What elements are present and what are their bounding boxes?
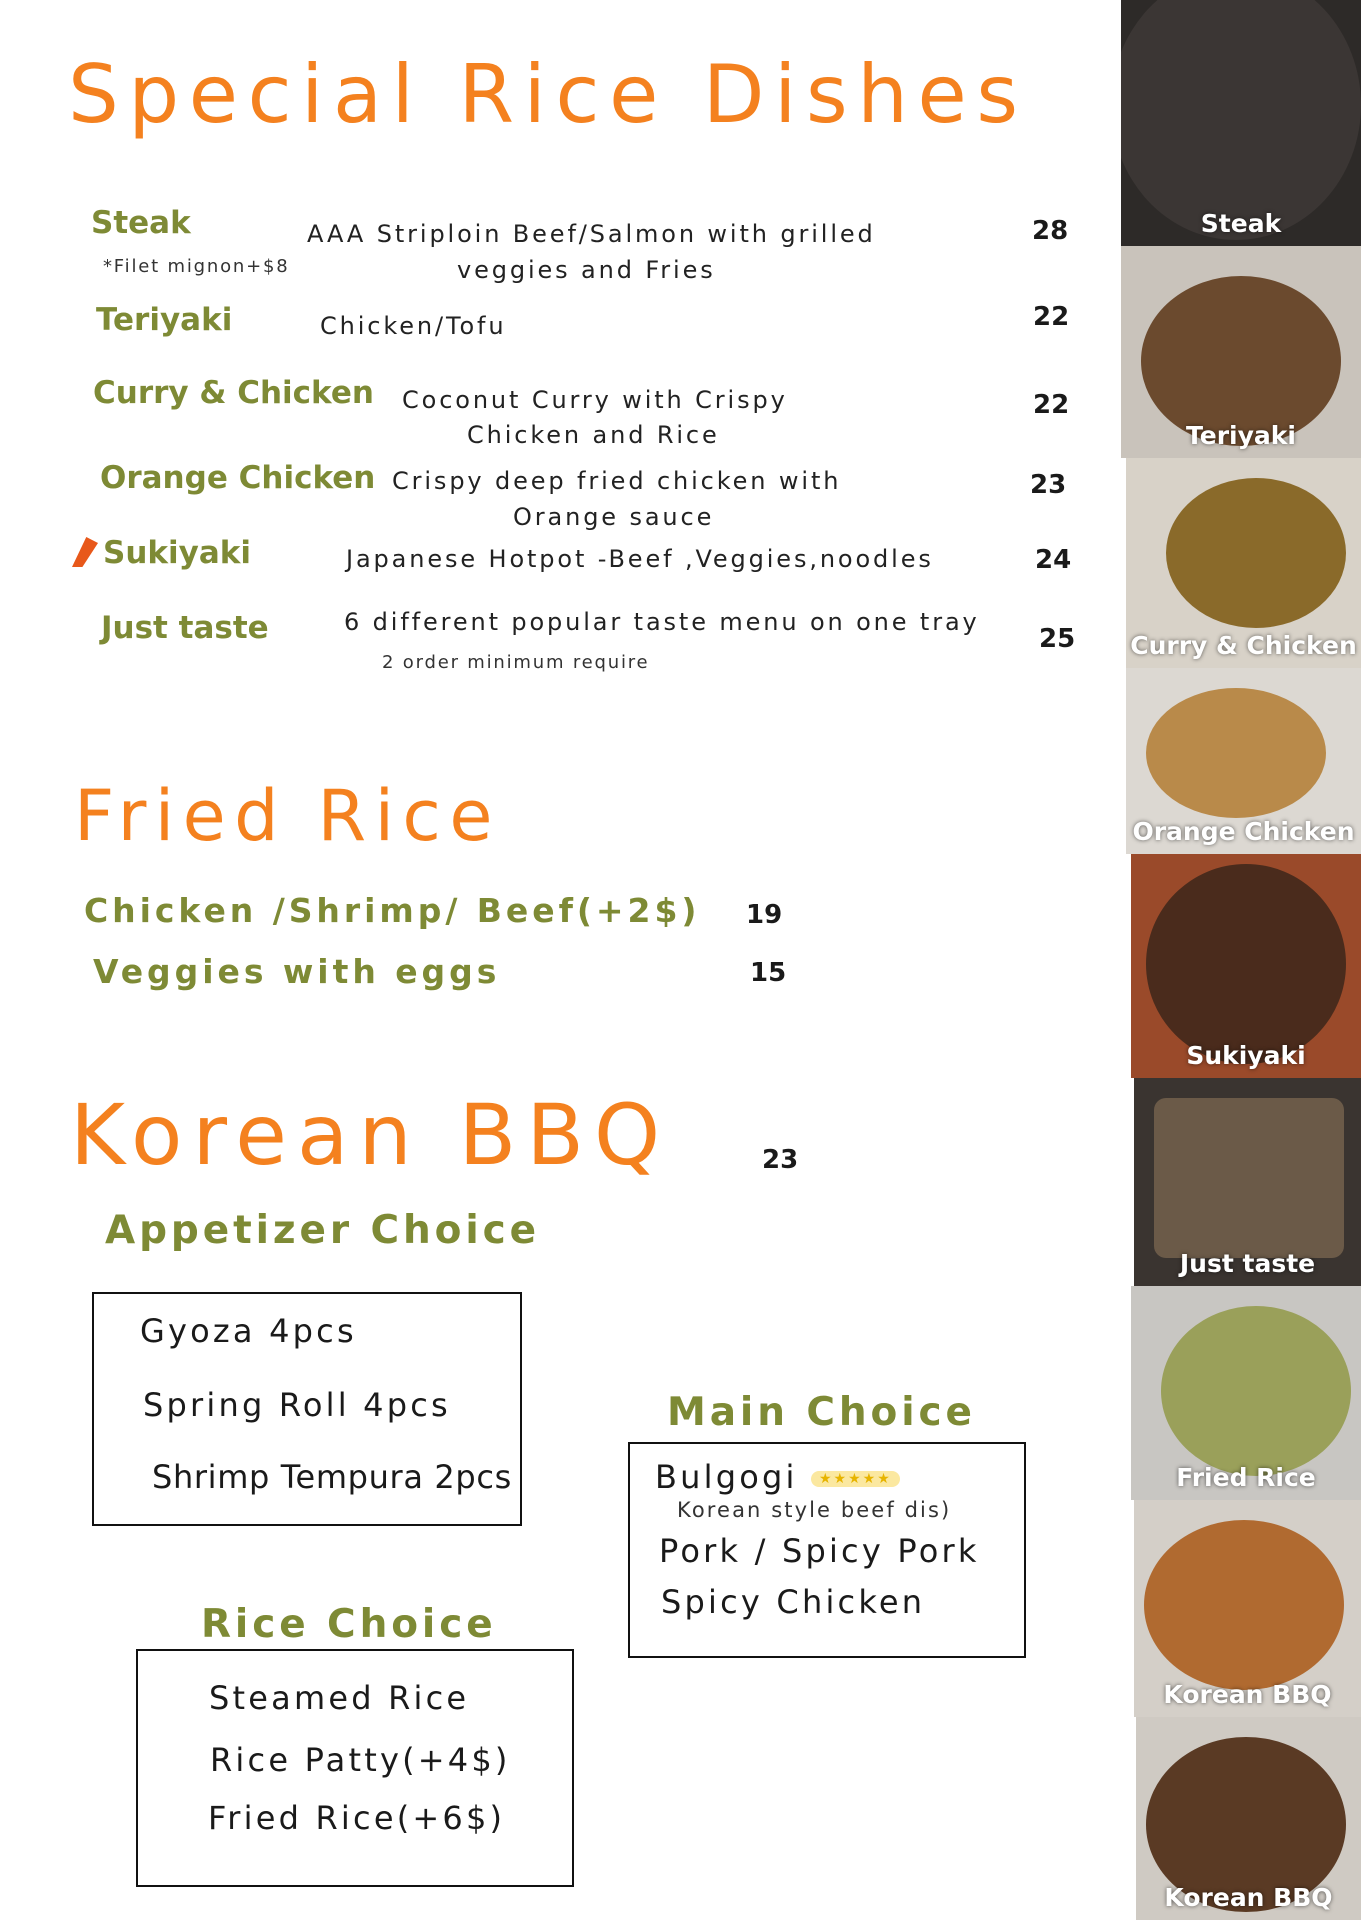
fried-rice-item-meat: Chicken /Shrimp/ Beef(+2$) bbox=[84, 891, 701, 930]
fried-rice-item-veggies: Veggies with eggs bbox=[93, 952, 501, 991]
rice-item: Fried Rice(+6$) bbox=[208, 1799, 506, 1837]
dish-desc-steak-1: AAA Striploin Beef/Salmon with grilled bbox=[307, 220, 876, 248]
dish-photo bbox=[1161, 1306, 1351, 1476]
dish-price-steak: 28 bbox=[1032, 216, 1069, 246]
appetizer-choice-title: Appetizer Choice bbox=[105, 1208, 540, 1253]
main-choice-box bbox=[628, 1442, 1026, 1658]
photo-fried-rice bbox=[1131, 1286, 1361, 1500]
photo-caption: Teriyaki bbox=[1186, 421, 1296, 450]
star-rating-icon: ★★★★★ bbox=[811, 1471, 900, 1487]
main-item: Pork / Spicy Pork bbox=[659, 1532, 980, 1570]
photo-caption: Fried Rice bbox=[1176, 1463, 1316, 1492]
photo-steak bbox=[1121, 0, 1361, 246]
fried-rice-price-veggies: 15 bbox=[750, 958, 787, 988]
rice-choice-title: Rice Choice bbox=[201, 1602, 497, 1647]
photo-korean-bbq-2 bbox=[1136, 1717, 1361, 1920]
dish-photo bbox=[1144, 1520, 1344, 1690]
dish-desc-just-taste: 6 different popular taste menu on one tray bbox=[344, 608, 980, 636]
dish-desc-orange-1: Crispy deep fried chicken with bbox=[392, 467, 842, 495]
dish-photo bbox=[1154, 1098, 1344, 1258]
appetizer-choice-box bbox=[92, 1292, 522, 1526]
photo-sukiyaki bbox=[1131, 854, 1361, 1078]
dish-photo bbox=[1121, 0, 1361, 240]
photo-just-taste bbox=[1134, 1078, 1361, 1286]
dish-desc-orange-2: Orange sauce bbox=[513, 503, 715, 531]
appetizer-item: Spring Roll 4pcs bbox=[143, 1386, 451, 1424]
appetizer-item: Gyoza 4pcs bbox=[140, 1312, 357, 1350]
dish-price-curry: 22 bbox=[1033, 390, 1070, 420]
main-item-subnote: Korean style beef dis) bbox=[677, 1498, 952, 1522]
photo-caption: Just taste bbox=[1179, 1249, 1316, 1278]
new-badge-icon bbox=[72, 537, 98, 567]
dish-photo bbox=[1166, 478, 1346, 628]
dish-name-teriyaki: Teriyaki bbox=[96, 302, 233, 338]
main-item-label: Bulgogi bbox=[655, 1458, 798, 1496]
photo-caption: Curry & Chicken bbox=[1130, 631, 1357, 660]
section-title-special-rice: Special Rice Dishes bbox=[68, 48, 1028, 141]
section-title-korean-bbq: Korean BBQ bbox=[70, 1086, 671, 1184]
photo-orange-chicken bbox=[1126, 668, 1361, 854]
photo-caption: Sukiyaki bbox=[1186, 1041, 1306, 1070]
dish-name-sukiyaki: Sukiyaki bbox=[103, 535, 252, 571]
dish-desc-curry-2: Chicken and Rice bbox=[467, 421, 720, 449]
photo-curry-chicken bbox=[1126, 458, 1361, 668]
dish-name-curry-chicken: Curry & Chicken bbox=[93, 375, 374, 411]
dish-price-sukiyaki: 24 bbox=[1035, 545, 1072, 575]
photo-caption: Orange Chicken bbox=[1132, 817, 1355, 846]
dish-price-orange: 23 bbox=[1030, 470, 1067, 500]
dish-photo bbox=[1146, 864, 1346, 1064]
dish-desc-teriyaki: Chicken/Tofu bbox=[320, 312, 507, 340]
dish-price-just-taste: 25 bbox=[1039, 624, 1076, 654]
main-item-bulgogi bbox=[655, 1458, 900, 1496]
section-title-fried-rice: Fried Rice bbox=[74, 775, 501, 857]
photo-teriyaki bbox=[1121, 246, 1361, 458]
dish-desc-curry-1: Coconut Curry with Crispy bbox=[402, 386, 788, 414]
dish-desc-steak-2: veggies and Fries bbox=[457, 256, 716, 284]
rice-choice-box bbox=[136, 1649, 574, 1887]
photo-korean-bbq-1 bbox=[1134, 1500, 1361, 1717]
main-choice-title: Main Choice bbox=[667, 1390, 976, 1435]
dish-name-just-taste: Just taste bbox=[101, 610, 269, 646]
dish-note-just-taste: 2 order minimum require bbox=[382, 652, 650, 673]
photo-caption: Korean BBQ bbox=[1163, 1680, 1332, 1709]
rice-item: Rice Patty(+4$) bbox=[210, 1741, 511, 1779]
photo-caption: Steak bbox=[1200, 209, 1282, 238]
dish-name-steak: Steak bbox=[91, 205, 191, 241]
dish-price-teriyaki: 22 bbox=[1033, 302, 1070, 332]
appetizer-item: Shrimp Tempura 2pcs bbox=[152, 1458, 512, 1496]
dish-desc-sukiyaki: Japanese Hotpot -Beef ,Veggies,noodles bbox=[346, 545, 934, 573]
photo-caption: Korean BBQ bbox=[1164, 1883, 1333, 1912]
korean-bbq-price: 23 bbox=[762, 1145, 799, 1175]
rice-item: Steamed Rice bbox=[209, 1679, 470, 1717]
dish-photo bbox=[1146, 688, 1326, 818]
dish-note-steak: *Filet mignon+$8 bbox=[103, 256, 290, 277]
main-item: Spicy Chicken bbox=[661, 1583, 926, 1621]
dish-name-orange-chicken: Orange Chicken bbox=[100, 460, 376, 496]
fried-rice-price-meat: 19 bbox=[746, 900, 783, 930]
